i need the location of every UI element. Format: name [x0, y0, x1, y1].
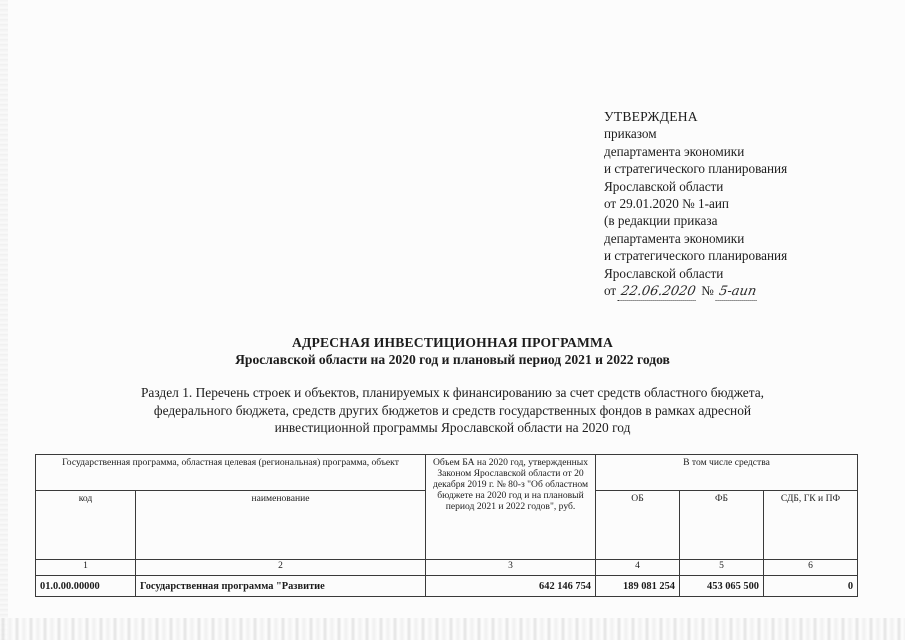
header-ba: Объем БА на 2020 год, утвержденных Законом Ярославской области от 20 декабря 2019 г. № 80-з "Об областном бюджете на 2020 год и на плановый период 2021 и 2022 годов", руб.	[426, 455, 596, 560]
column-number: 4	[596, 560, 680, 576]
approval-line: приказом	[604, 126, 657, 142]
approval-line: и стратегического планирования	[604, 161, 788, 177]
approval-line: Ярославской области	[604, 178, 724, 194]
title-line-1: АДРЕСНАЯ ИНВЕСТИЦИОННАЯ ПРОГРАММА	[291, 335, 614, 350]
header-fb: ФБ	[680, 491, 764, 560]
row-fb: 453 065 500	[680, 576, 764, 597]
section-heading	[60, 384, 845, 437]
row-ba: 642 146 754	[426, 576, 596, 597]
approval-line: Ярославской области	[604, 265, 724, 281]
header-code: код	[36, 491, 136, 560]
approval-heading: УТВЕРЖДЕНА	[604, 109, 698, 124]
header-name: наименование	[136, 491, 426, 560]
table-row	[36, 576, 858, 597]
handwritten-date: 22.06.2020	[618, 283, 700, 301]
approval-number-sign: №	[701, 283, 714, 299]
header-program: Государственная программа, областная целевая (региональная) программа, объект	[36, 455, 426, 491]
column-number: 3	[426, 560, 596, 576]
handwritten-number: 5-аип	[715, 283, 759, 301]
column-number: 6	[764, 560, 858, 576]
approval-date-prefix: от	[604, 283, 617, 299]
approval-date-line	[604, 282, 787, 301]
scan-edge-left	[0, 0, 8, 640]
row-code: 01.0.00.00000	[36, 576, 136, 597]
scan-edge-bottom	[0, 618, 905, 640]
approval-line: департамента экономики	[604, 230, 745, 246]
approval-line: от 29.01.2020 № 1-аип	[604, 196, 729, 212]
header-including: В том числе средства	[596, 455, 858, 491]
section-line-3: инвестиционной программы Ярославской области на 2020 год	[274, 420, 631, 435]
approval-line: (в редакции приказа	[604, 213, 718, 229]
header-sdb: СДБ, ГК и ПФ	[764, 491, 858, 560]
section-line-2: федерального бюджета, средств других бюджетов и средств государственных фондов в рамках адресной	[153, 402, 752, 418]
column-number: 2	[136, 560, 426, 576]
row-ob: 189 081 254	[596, 576, 680, 597]
title-line-2: Ярославской области на 2020 год и плановый период 2021 и 2022 годов	[235, 352, 670, 367]
column-number: 1	[36, 560, 136, 576]
row-name: Государственная программа "Развитие	[136, 576, 426, 597]
section-line-1: Раздел 1. Перечень строек и объектов, планируемых к финансированию за счет средств областного бюджета,	[140, 385, 765, 400]
row-sdb: 0	[764, 576, 858, 597]
column-numbers-row	[36, 560, 858, 576]
header-ob: ОБ	[596, 491, 680, 560]
approval-line: и стратегического планирования	[604, 248, 788, 264]
approval-line: департамента экономики	[604, 143, 745, 159]
document-title	[0, 334, 905, 368]
approval-stamp-block	[604, 108, 787, 301]
investment-table	[35, 454, 858, 597]
column-number: 5	[680, 560, 764, 576]
